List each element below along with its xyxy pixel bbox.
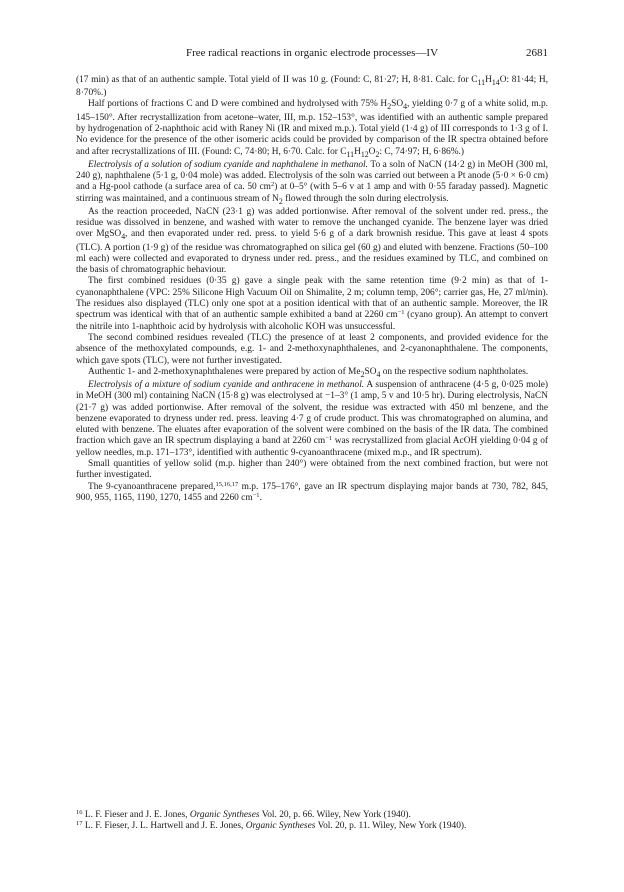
subscript: 2: [360, 369, 365, 379]
text-run: Vol. 20, p. 66. Wiley, New York (1940).: [259, 810, 411, 820]
text-run: O: [368, 146, 376, 157]
subscript: 11: [477, 77, 486, 87]
superscript: 2: [270, 181, 275, 189]
paragraph-p3: [76, 160, 548, 207]
text-run: (17 min) as that of an authentic sample. Total yield of II was 10 g. (Found: C, 81·27; H, 8·81. Calc. for C: [76, 75, 478, 85]
text-run: .: [259, 492, 262, 503]
running-header: [76, 47, 548, 59]
footnote-f17: [76, 821, 548, 832]
paragraph-p8: [76, 380, 548, 459]
text-run: The first combined residues (0·35 g) gave a single peak with the same retention time (9·2 min) as that of 1-cyanonaphthalene (VPC: 25% Silicone High Vacuum Oil on Shimalite, 2 m; column temp, 206°; carrier gas, He, 27 ml/min). The residues also displayed (TLC) only one spot at a position identical with that of an authentic sample. Moreover, the IR spectrum was identical with that of an authentic sample exhibited a band at 2260 cm: [76, 276, 548, 321]
text-run: To a soln of NaCN (14·2 g) in MeOH (300 ml, 240 g), naphthalene (5·1 g, 0·04 mole) was added. Electrolysis of the soln was carried out between a Pt anode (5·0 × 6·0 cm) and a Hg-pool cathode (a surface area of ca. 50 cm: [76, 159, 548, 193]
text-run: SO: [364, 366, 377, 377]
superscript: 15,16,17: [215, 480, 239, 488]
footnote-f16: [76, 810, 548, 821]
subscript: 4: [121, 232, 126, 242]
text-run: H: [485, 75, 492, 85]
superscript: −1: [397, 309, 405, 317]
text-run: ) at 0–5° (with 5–6 v at 1 amp and with 0·55 faraday passed). Magnetic stirring was maintained, and a continuous stream of N: [76, 182, 548, 204]
italic-text: Organic Syntheses: [245, 821, 316, 832]
text-run: (cyano group). An attempt to convert the nitrile into 1-naphthoic acid by hydrolysis with alcoholic KOH was unsuccessful.: [76, 310, 548, 332]
subscript: 2: [278, 196, 283, 206]
text-run: Vol. 20, p. 11. Wiley, New York (1940).: [315, 821, 467, 832]
text-run: Small quantities of yellow solid (m.p. higher than 240°) were obtained from the next combined fraction, but were not further investigated.: [76, 459, 548, 481]
paragraph-p4: [76, 207, 548, 277]
text-run: , and then evaporated under red. press. to yield 5·6 g of a dark brownish residue. This gave at least 4 spots (TLC). A portion (1·9 g) of the residue was chromatographed on silica gel (60 g) and eluted with benzene. Fractions (50–100 ml each) were collected and evaporated to dryness under red. press., and the residues examined by TLC, and combined on the basis of chromatographic behaviour.: [76, 229, 548, 276]
running-title: Free radical reactions in organic electrode processes—IV: [185, 47, 439, 59]
italic-text: Electrolysis of a solution of sodium cyanide and naphthalene in methanol.: [88, 159, 368, 170]
italic-text: Organic Syntheses: [189, 810, 260, 820]
paragraph-p2: [76, 99, 548, 159]
text-run: was recrystallized from glacial AcOH yielding 0·04 g of yellow needles, m.p. 171–173°, identified with authentic 9-cyanoanthracene (mixed m.p., and IR spectrum).: [76, 436, 549, 458]
paragraph-p7: [76, 367, 548, 380]
text-run: O: 81·44; H, 8·70%.): [76, 75, 548, 99]
text-run: , yielding 0·7 g of a white solid, m.p. 145–150°. After recrystallization from acetone–water, III, m.p. 152–153°, was identified with an authentic sample prepared by hydrogenation of 2-naphthoic acid with Raney Ni (IR and mixed m.p.). Total yield (1·4 g) of III corresponds to 1·3 g of I. No evidence for the presence of the other isomeric acids could be provided by comparison of the IR spectra obtained before and after recrystallizations of III. (Found: C, 74·80; H, 6·70. Calc. for C: [76, 99, 549, 157]
page-number: 2681: [526, 47, 548, 59]
subscript: 11: [346, 149, 355, 159]
italic-text: Electrolysis of a mixture of sodium cyanide and anthracene in methanol.: [88, 379, 365, 390]
paragraph-p1: [76, 75, 548, 99]
paragraph-p6: [76, 333, 548, 367]
text-run: flowed through the soln during electrolysis.: [282, 193, 449, 204]
text-run: L. F. Fieser, J. L. Hartwell and J. E. Jones,: [82, 821, 246, 832]
text-run: m.p. 175–176°, gave an IR spectrum displaying major bands at 730, 782, 845, 900, 955, 1165, 1190, 1270, 1455 and 2260 cm: [76, 481, 548, 503]
text-run: Authentic 1- and 2-methoxynaphthalenes were prepared by action of Me: [88, 366, 361, 377]
paragraph-p10: [76, 482, 548, 505]
subscript: 4: [403, 102, 408, 112]
subscript: 4: [376, 369, 381, 379]
text-run: on the respective sodium naphtholates.: [380, 366, 529, 377]
text-run: As the reaction proceeded, NaCN (23·1 g) was added portionwise. After removal of the solvent under red. press., the residue was dissolved in benzene, and washed with water to remove the unchanged cyanide. The benzene layer was dried over MgSO: [76, 206, 548, 240]
paragraph-p9: [76, 459, 548, 482]
footnotes: [76, 810, 548, 833]
superscript: −1: [252, 491, 260, 499]
text-run: The 9-cyanoanthracene prepared,: [88, 481, 216, 492]
text-run: A suspension of anthracene (4·5 g, 0·025 mole) in MeOH (300 ml) containing NaCN (15·8 g) was electrolysed at −1–3° (1 amp, 5 v and 10·5 hr). During electrolysis, NaCN (21·7 g) was added portionwise. After removal of the solvent, the residue was extracted with 450 ml benzene, and the benzene evaporated to dryness under red. press. leaving 4·7 g of crude product. This was chromatographed on alumina, and eluted with benzene. The eluates after evaporation of the solvent were combined on the basis of the IR data. The combined fraction which gave an IR spectrum displaying a band at 2260 cm: [76, 379, 548, 447]
superscript: 17: [76, 820, 83, 828]
text-run: SO: [391, 99, 404, 110]
subscript: 2: [375, 149, 380, 159]
paragraph-p5: [76, 276, 548, 332]
article-body: [76, 75, 548, 504]
superscript: 16: [76, 809, 83, 816]
subscript: 14: [491, 77, 500, 87]
subscript: 2: [387, 102, 392, 112]
subscript: 12: [360, 149, 369, 159]
text-run: H: [354, 146, 361, 157]
superscript: −1: [325, 435, 333, 443]
text-run: Half portions of fractions C and D were combined and hydrolysed with 75% H: [88, 99, 388, 110]
text-run: L. F. Fieser and J. E. Jones,: [82, 810, 190, 820]
text-run: The second combined residues revealed (TLC) the presence of at least 2 components, and provided evidence for the absence of the methoxylated compounds, e.g. 1- and 2-methoxynaphthalenes, and 2-cyanonaphthalene. The components, which gave spots (TLC), were not further investigated.: [76, 332, 548, 366]
text-run: : C, 74·97; H, 6·86%.): [379, 146, 465, 157]
